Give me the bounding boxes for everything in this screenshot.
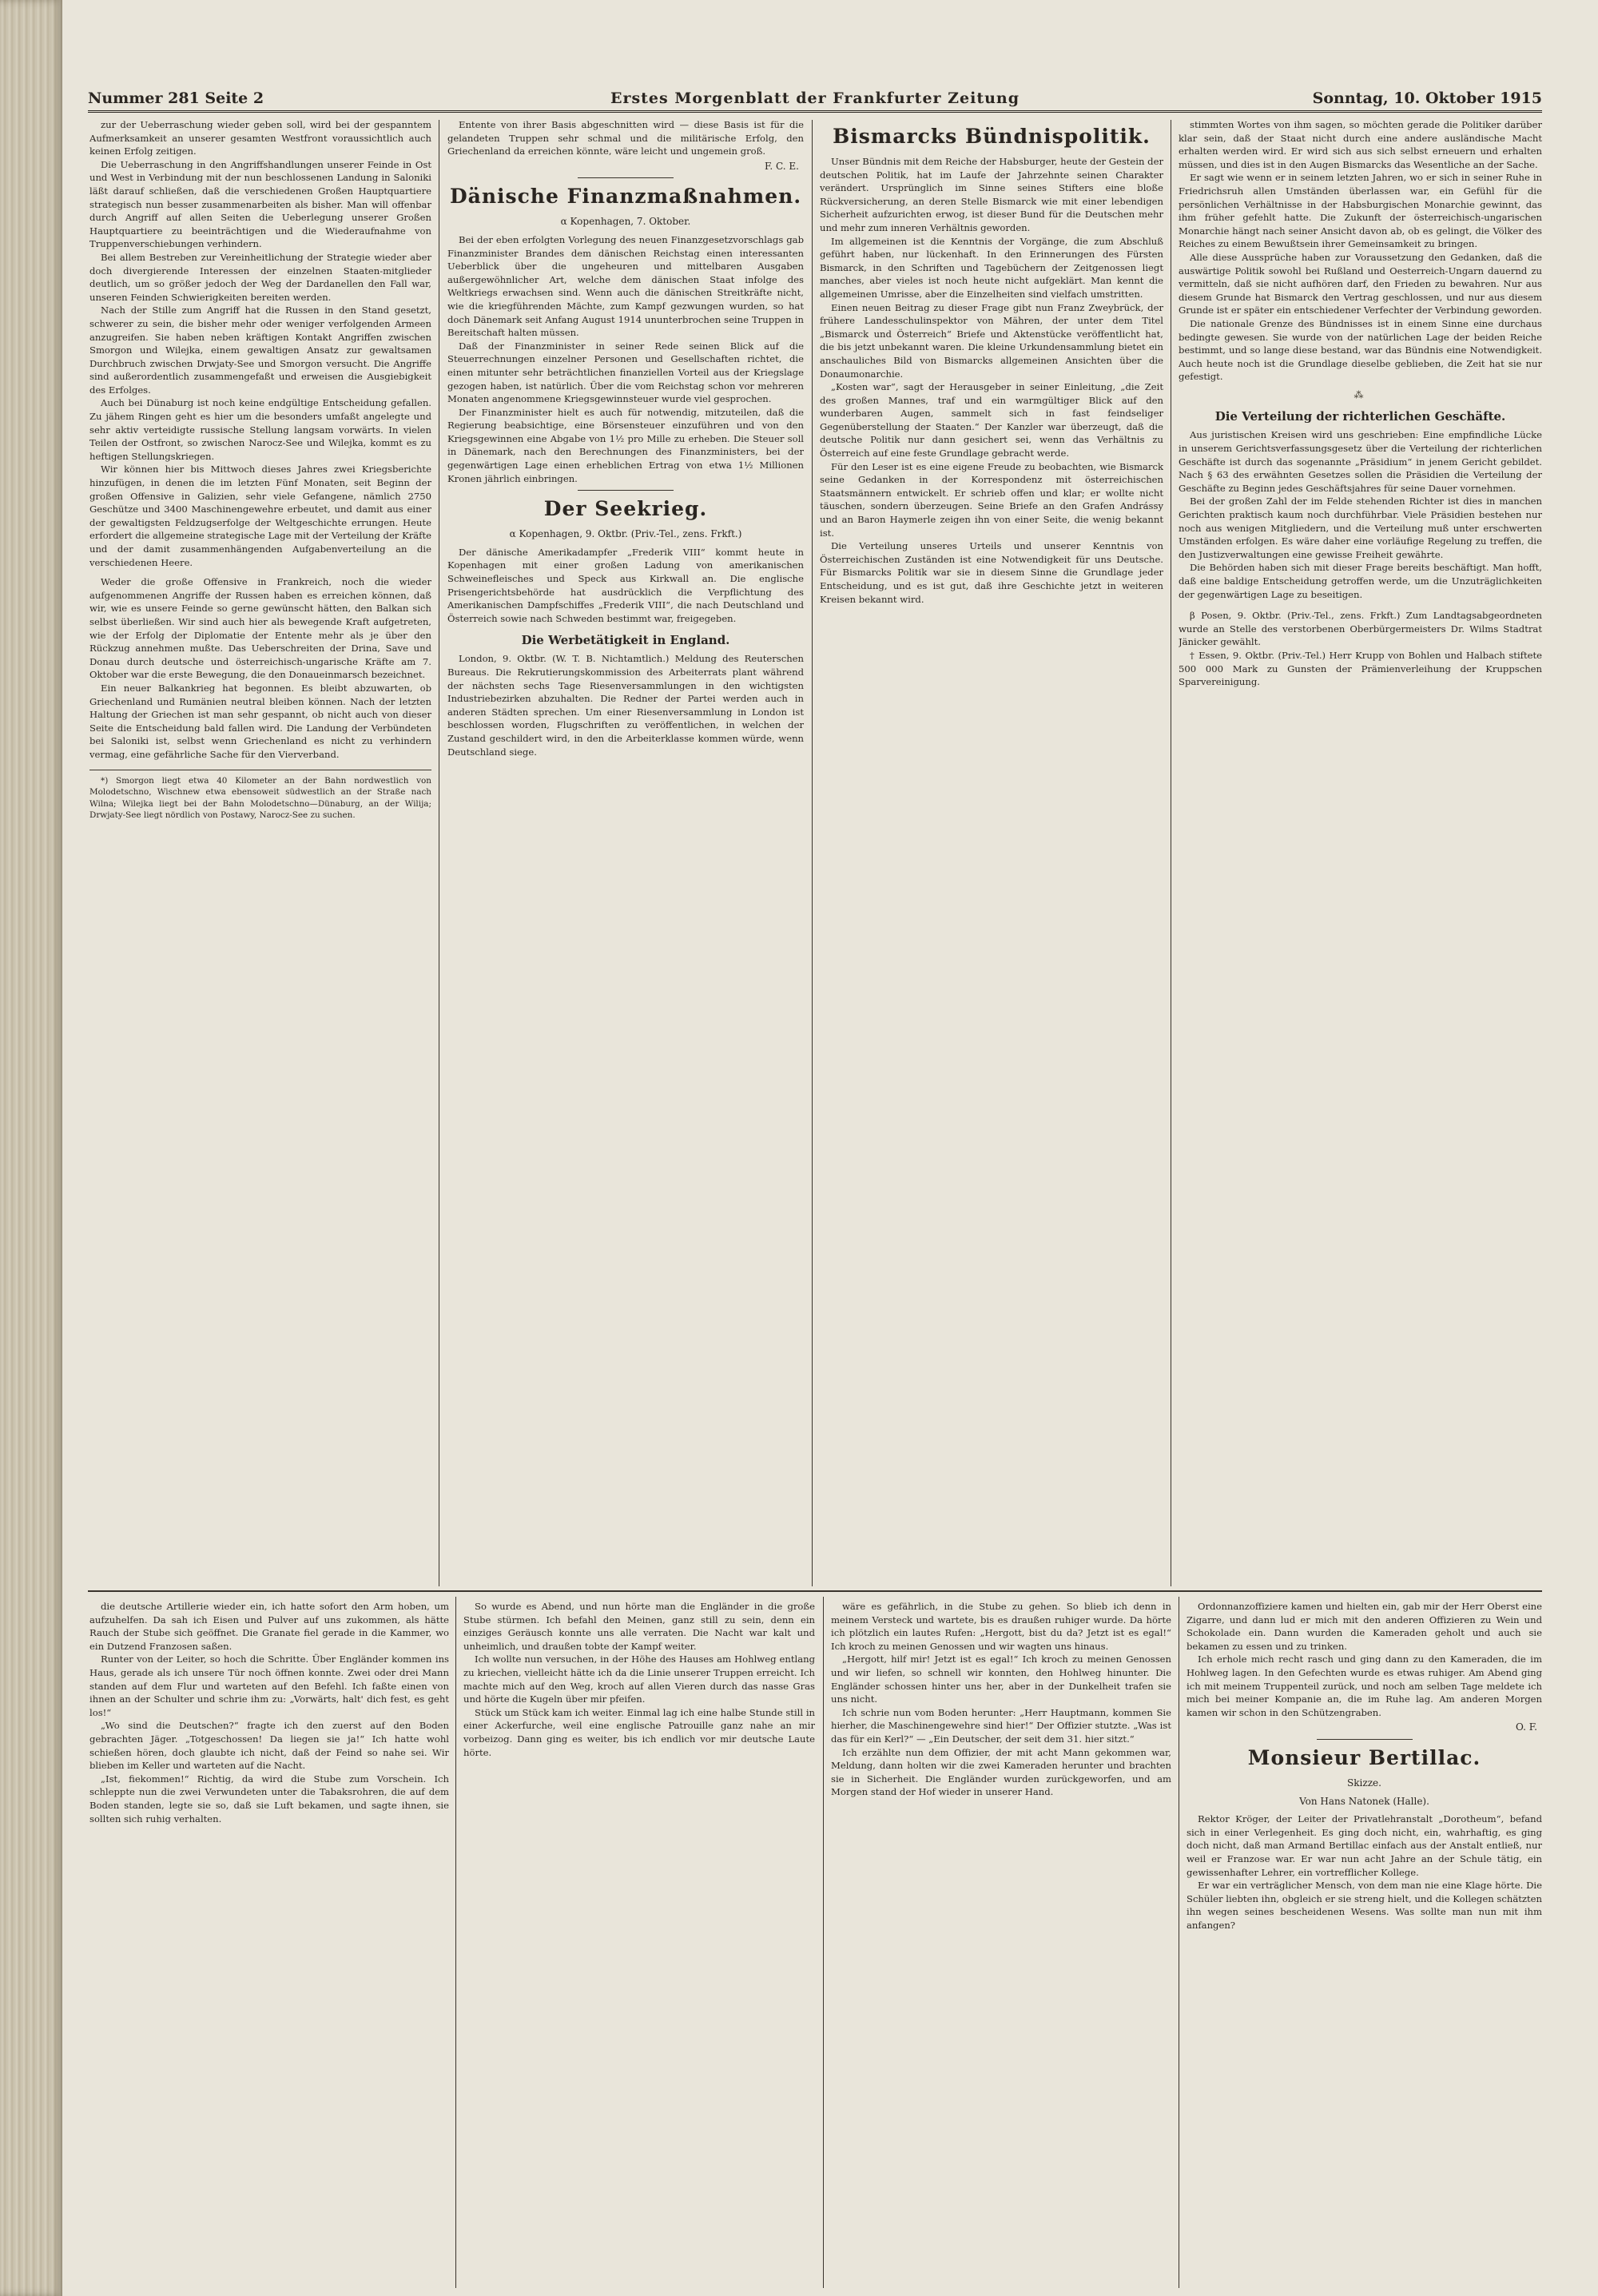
article-paragraph: Alle diese Aussprüche haben zur Voraussetzung den Gedanken, daß die auswärtige Politik sowohl bei Rußland und Oesterreich-Ungarn dauernd zu vermitteln, daß sie nicht aufhören darf, den Frieden zu bewahren. Nur aus diesem Grunde hat Bismarck den Vertrag geschlossen, und nur aus diesem Grunde ist er später ein entschiedener Verfechter der Verbindung geworden. — [1179, 251, 1542, 316]
article-paragraph: Die Behörden haben sich mit dieser Frage bereits beschäftigt. Man hofft, daß eine baldige Entscheidung getroffen werde, um die Unzuträglichkeiten der gegenwärtigen Lage zu beseitigen. — [1179, 562, 1542, 600]
story-paragraph: „Wo sind die Deutschen?“ fragte ich den zuerst auf den Boden gebrachten Jäger. „Totgeschossen! Da liegen sie ja!“ Ich hatte wohl schießen hören, doch glaubte ich nicht, daß der Feind so nahe sei. Wir blieben im Keller und warteten auf die Nacht. — [89, 1720, 449, 1772]
article-paragraph: zur der Ueberraschung wieder geben soll, wird bei der gespanntem Aufmerksamkeit an unserer gesamten Westfront voraussichtlich auch keinen Erfolg zeitigen. — [89, 119, 431, 157]
book-binding — [0, 0, 62, 2296]
article-paragraph: London, 9. Oktbr. (W. T. B. Nichtamtlich.) Meldung des Reuterschen Bureaus. Die Rekrutierungskommission des Arbeiterrats plant während der nächsten sechs Tage Riesenversammlungen in den wichtigsten Industriebezirken abzuhalten. Die Redner der Partei werden auch in anderen Städten sprechen. Um einer Riesenversammlung in London ist beschlossen worden, Flugschriften zu veröffentlichen, in welchen der Zustand geschildert wird, in den die Arbeiterklasse kommen würde, wenn Deutschland siege. — [447, 653, 804, 758]
column-rule — [455, 1597, 456, 2288]
story-paragraph: Stück um Stück kam ich weiter. Einmal lag ich eine halbe Stunde still in einer Ackerfurche, weil eine englische Patrouille ganz nahe an mir vorbeizog. Dann ging es weiter, bis ich endlich vor mir deutsche Laute hörte. — [463, 1706, 815, 1758]
story-paragraph: Ich erhole mich recht rasch und ging dann zu den Kameraden, die im Hohlweg lagen. In den Gefechten wurde es etwas ruhiger. Am Abend ging ich mit meinem Truppenteil zurück, und noch am selben Tage meldete ich mich bei meiner Kompanie an, die im Ruhe lag. Am anderen Morgen kamen wir schon in den Schützengraben. — [1187, 1653, 1542, 1718]
news-item: † Essen, 9. Oktbr. (Priv.-Tel.) Herr Krupp von Bohlen und Halbach stiftete 500 000 Mark zu Gunsten der Prämienverleihung der Kruppschen Sparvereinigung. — [1179, 649, 1542, 688]
divider — [1317, 1739, 1413, 1740]
article-paragraph: Wir können hier bis Mittwoch dieses Jahres zwei Kriegsberichte hinzufügen, in denen die im letzten Fünf Monaten, seit Beginn der großen Offensive in Galizien, sehr viele Gefangene, nämlich 2750 Geschütze und 3400 Maschinengewehre erbeutet, und damit aus einer der gewaltigsten Feldzugserfolge der Weltgeschichte errungen. Heute erfordert die allgemeine strategische Lage mit der Verteilung der Kräfte und der damit zusammenhängenden Aufgabenverteilung an die verschiedenen Heere. — [89, 464, 431, 568]
article-paragraph: Der dänische Amerikadampfer „Frederik VIII“ kommt heute in Kopenhagen mit einer großen Ladung von amerikanischen Schweinefleisches und Speck aus Kirkwall an. Die englische Prisengerichtsbehörde hat ausdrücklich die Verpflichtung des Amerikanischen Dampfschiffes „Frederik VIII“, die nach Deutschland und Österreich sowie nach Schweden bestimmt war, freigegeben. — [447, 546, 804, 624]
story-paragraph: Ich erzählte nun dem Offizier, der mit acht Mann gekommen war, Meldung, dann holten wir die zwei Kameraden herunter und brachten sie in Sicherheit. Die Engländer wurden zurückgeworfen, und am Morgen stand der Hof wieder in unserer Hand. — [831, 1746, 1171, 1798]
article-paragraph: Die nationale Grenze des Bündnisses ist in einem Sinne eine durchaus bedingte gewesen. Sie wurde von der natürlichen Lage der beiden Reiche bestimmt, und so lange diese bestand, war das Bündnis eine Notwendigkeit. Auch heute noch ist die Grundlage dieselbe geblieben, die Zeit hat sie nur gefestigt. — [1179, 317, 1542, 383]
issue-date: Sonntag, 10. Oktober 1915 — [1312, 90, 1542, 107]
story-paragraph: Ich schrie nun vom Boden herunter: „Herr Hauptmann, kommen Sie hierher, die Maschinengewehre sind hier!“ Der Offizier stutzte. „Was ist das für ein Kerl?“ — „Ein Deutscher, der seit dem 31. hier sitzt.“ — [831, 1706, 1171, 1745]
column-rule — [812, 120, 813, 1586]
column-4 — [1179, 118, 1542, 1585]
section-subheading: Die Werbetätigkeit in England. — [521, 633, 730, 648]
newspaper-title: Erstes Morgenblatt der Frankfurter Zeitung — [610, 90, 1020, 107]
bottom-column-4 — [1187, 1600, 1542, 2287]
bottom-column-1 — [89, 1600, 449, 2287]
dateline: α Kopenhagen, 9. Oktbr. (Priv.-Tel., zens. Frkft.) — [509, 528, 742, 540]
article-paragraph: Ein neuer Balkankrieg hat begonnen. Es bleibt abzuwarten, ob Griechenland und Rumänien neutral bleiben können. Nach der letzten Haltung der Griechen ist man sehr gespannt, ob nicht auch von dieser Seite die Entscheidung bald fallen wird. Die Landung der Verbündeten bei Saloniki ist, selbst wenn Griechenland es nicht zu verhindern vermag, eine gefährliche Sache für den Vierverband. — [89, 682, 431, 760]
article-paragraph: Der Finanzminister hielt es auch für notwendig, mitzuteilen, daß die Regierung beabsichtige, eine Börsensteuer einzuführen und von den Kriegsgewinnen eine Abgabe von 1½ pro Mille zu erheben. Die Steuer soll in Dänemark, nach den Berechnungen des Finanzministers, bei der gegenwärtigen Lage einen erheblichen Ertrag von etwa 1½ Millionen Kronen jährlich einbringen. — [447, 406, 804, 484]
article-paragraph: Für den Leser ist es eine eigene Freude zu beobachten, wie Bismarck seine Gedanken in der Korrespondenz mit österreichischen Staatsmännern entwickelt. Er schrieb offen und klar; er wollte nicht täuschen, sondern überzeugen. Seine Briefe an den Grafen Andrássy und an Baron Haymerle zeigen ihn von einer Seite, die wenig bekannt ist. — [820, 460, 1163, 539]
feuilleton-byline: Von Hans Natonek (Halle). — [1299, 1795, 1429, 1807]
article-paragraph: Einen neuen Beitrag zu dieser Frage gibt nun Franz Zweybrück, der frühere Landesschulinspektor von Mähren, der unter dem Titel „Bismarck und Österreich“ Briefe und Aktenstücke veröffentlicht hat, die bis jetzt unbekannt waren. Die kleine Urkundensammlung bietet ein anschauliches Bild von Bismarcks allgemeinen Ansichten über die Donaumonarchie. — [820, 301, 1163, 380]
story-paragraph: Ich wollte nun versuchen, in der Höhe des Hauses am Hohlweg entlang zu kriechen, vielleicht hätte ich da die Linie unserer Truppen erreicht. Ich machte mich auf den Weg, kroch auf allen Vieren durch das nasse Gras und hörte die Kugeln über mir pfeifen. — [463, 1653, 815, 1705]
divider — [578, 177, 674, 178]
news-item: β Posen, 9. Oktbr. (Priv.-Tel., zens. Frkft.) Zum Landtagsabgeordneten wurde an Stelle des verstorbenen Oberbürgermeisters Dr. Wilms Stadtrat Jänicker gewählt. — [1179, 610, 1542, 648]
article-paragraph: Daß der Finanzminister in seiner Rede seinen Blick auf die Steuerrechnungen einzelner Personen und Gesellschaften richtet, die einen mitunter sehr beträchtlichen finanziellen Vorteil aus der Kriegslage gezogen haben, ist natürlich. Über die vom Reichstag schon vor mehreren Monaten angenommene Kriegsgewinnsteuer wurde viel gesprochen. — [447, 340, 804, 405]
story-paragraph: die deutsche Artillerie wieder ein, ich hatte sofort den Arm hoben, um aufzuhelfen. Da sah ich Eisen und Pulver auf uns zukommen, als hätte Rauch der Stube sich geöffnet. Die Granate fiel gerade in die Kammer, wo ein Dutzend Franzosen saßen. — [89, 1601, 449, 1652]
author-signature: F. C. E. — [764, 160, 799, 172]
feuilleton-subtitle: Skizze. — [1347, 1777, 1381, 1789]
decorative-divider: ⁂ — [1354, 388, 1367, 400]
article-paragraph: Unser Bündnis mit dem Reiche der Habsburger, heute der Gestein der deutschen Politik, hat im Laufe der Jahrzehnte seinen Charakter verändert. Ursprünglich im Sinne seines Stifters eine bloße Rückversicherung, an deren Stelle Bismarck wie mit einer lebendigen Sicherheit aufzurichten erwog, ist dieser Bund für die Deutschen mehr und mehr zum inneren Verhältnis geworden. — [820, 156, 1163, 233]
section-divider — [88, 1590, 1542, 1592]
column-1 — [89, 118, 431, 1585]
story-paragraph: Runter von der Leiter, so hoch die Schritte. Über Engländer kommen ins Haus, gerade als ich unsere Tür noch öffnen konnte. Zwei oder drei Mann standen auf dem Flur und warteten auf den Befehl. Ich faßte einen von ihnen an der Schulter und schrie ihm zu: „Vorwärts, halt' dich fest, es geht los!“ — [89, 1653, 449, 1718]
article-paragraph: Entente von ihrer Basis abgeschnitten wird — diese Basis ist für die gelandeten Truppen sehr schmal und die militärische Erfolg, den Griechenland da erreichen könnte, wäre leicht und ungemein groß. — [447, 119, 804, 157]
column-3 — [820, 118, 1163, 1585]
author-signature: O. F. — [1515, 1721, 1537, 1733]
issue-number: Nummer 281 Seite 2 — [88, 90, 264, 107]
column-rule — [823, 1597, 824, 2288]
article-paragraph: Auch bei Dünaburg ist noch keine endgültige Entscheidung gefallen. Zu jähem Ringen geht es hier um die besonders umfaßt angelegte und sehr aktiv verteidigte russische Stellung langsam vorwärts. In vielen Teilen der Ostfront, so zwischen Narocz-See und Wilejka, kommt es zu heftigen Stellungskriegen. — [89, 397, 431, 462]
article-paragraph: stimmten Wortes von ihm sagen, so möchten gerade die Politiker darüber klar sein, daß der Staat nicht durch eine andere ausländische Macht erhalten werden wird. Er wird sich aus sich selbst erneuern und erhalten müssen, und dies ist in den Augen Bismarcks das Wesentliche an der Sache. — [1179, 119, 1542, 170]
bottom-column-2 — [463, 1600, 815, 2287]
masthead — [88, 90, 1542, 113]
article-paragraph: Aus juristischen Kreisen wird uns geschrieben: Eine empfindliche Lücke in unserem Gerichtsverfassungsgesetz über die Verteilung der richterlichen Geschäfte ist durch das sogenannte „Präsidium“ in jenem Gericht gebildet. Nach § 63 des erwähnten Gesetzes sollen die Präsidien die Verteilung der Geschäfte zu Beginn jedes Geschäftsjahres für seine Dauer vornehmen. — [1179, 429, 1542, 494]
story-paragraph: So wurde es Abend, und nun hörte man die Engländer in die große Stube stürmen. Ich befahl den Meinen, ganz still zu sein, denn ein einziges Geräusch konnte uns alle verraten. Die Nacht war kalt und unheimlich, und draußen tobte der Kampf weiter. — [463, 1601, 815, 1652]
article-paragraph: Im allgemeinen ist die Kenntnis der Vorgänge, die zum Abschluß geführt haben, nur lückenhaft. In den Erinnerungen des Fürsten Bismarck, in den Schriften und Tagebüchern der Zeitgenossen liegt manches, aber vieles ist noch heute nicht aufgeklärt. Man kennt die allgemeinen Umrisse, aber die Einzelheiten sind vielfach umstritten. — [820, 235, 1163, 300]
article-paragraph: „Kosten war“, sagt der Herausgeber in seiner Einleitung, „die Zeit des großen Mannes, traf und ein warmgültiger Blick auf den wunderbaren Augen, sammelt sich in fast feindseliger Gegenüberstellung der Staaten.“ Der Kanzler war überzeugt, daß die deutsche Politik nur dann gesichert sei, wenn das Verhältnis zu Österreich auf eine feste Grundlage gebracht werde. — [820, 381, 1163, 460]
story-paragraph: „Hergott, hilf mir! Jetzt ist es egal!“ Ich kroch zu meinen Genossen und wir liefen, so schnell wir konnten, den Hohlweg hinunter. Die Engländer schossen hinter uns her, aber in der Dunkelheit trafen sie uns nicht. — [831, 1653, 1171, 1705]
article-paragraph: Bei der eben erfolgten Vorlegung des neuen Finanzgesetzvorschlags gab Finanzminister Brandes dem dänischen Reichstag einen interessanten Ueberblick über die ungeheuren und mittelbaren Ausgaben außergewöhnlicher Art, welche dem dänischen Staat infolge des Weltkriegs erwachsen sind. Wenn auch die dänischen Streitkräfte nicht, wie die kriegführenden Mächte, zum Kampf gezwungen wurden, so hat doch Dänemark seit Anfang August 1914 ununterbrochen seine Truppen in Bereitschaft halten müssen. — [447, 233, 804, 339]
story-paragraph: „Ist, fiekommen!“ Richtig, da wird die Stube zum Vorschein. Ich schleppte nun die zwei Verwundeten unter die Tabaksrohren, die auf dem Boden standen, legte sie so, daß sie Luft bekamen, und sagte ihnen, sie sollten sich ruhig verhalten. — [89, 1773, 449, 1824]
article-headline: Dänische Finanzmaßnahmen. — [449, 185, 802, 209]
column-2 — [447, 118, 804, 1585]
story-paragraph: Ordonnanzoffiziere kamen und hielten ein, gab mir der Herr Oberst eine Zigarre, und dann lud er mich mit den anderen Offizieren zu Wein und Schokolade ein. Dann wurden die Kameraden geholt und auch sie bekamen zu essen und zu trinken. — [1187, 1601, 1542, 1652]
feuilleton-headline: Monsieur Bertillac. — [1247, 1745, 1481, 1769]
article-headline: Der Seekrieg. — [543, 497, 708, 521]
article-paragraph: Bei der großen Zahl der im Felde stehenden Richter ist dies in manchen Gerichten praktisch kaum noch durchführbar. Viele Präsidien bestehen nur noch aus wenigen Mitgliedern, und die Verteilung muß unter erschwerten Umständen erfolgen. Es wäre daher eine vorläufige Regelung zu treffen, die den Justizverwaltungen eine gewisse Freiheit gewährte. — [1179, 495, 1542, 560]
dateline: α Kopenhagen, 7. Oktober. — [560, 216, 691, 228]
story-paragraph: wäre es gefährlich, in die Stube zu gehen. So blieb ich denn in meinem Versteck und wartete, bis es draußen ruhiger wurde. Da hörte ich plötzlich ein lautes Rufen: „Hergott, bist du da? Jetzt ist es egal!“ Ich kroch zu meinen Genossen und wir wagten uns hinaus. — [831, 1601, 1171, 1652]
bottom-column-3 — [831, 1600, 1171, 2287]
article-paragraph: Die Ueberraschung in den Angriffshandlungen unserer Feinde in Ost und West in Verbindung mit der nun beschlossenen Landung in Saloniki läßt darauf schließen, daß die verschiedenen Großen Hauptquartiere strategisch nun besser zusammenarbeiten als bisher. Man will offenbar durch Angriff auf allen Seiten die Ueberlegung unserer Großen Hauptquartiere zu beeinträchtigen und die Wiederaufnahme von Truppenverschiebungen verhindern. — [89, 158, 431, 250]
section-subheading: Die Verteilung der richterlichen Geschäfte. — [1214, 409, 1506, 424]
divider — [578, 490, 674, 491]
story-paragraph: Rektor Kröger, der Leiter der Privatlehranstalt „Dorotheum“, befand sich in einer Verlegenheit. Es ging doch nicht, ein, wahrhaftig, es ging doch nicht, daß man Armand Bertillac einfach aus der Anstalt entließ, nur weil er Franzose war. Er war nun acht Jahre an der Schule tätig, ein gewissenhafter Lehrer, ein vortrefflicher Kollege. — [1187, 1813, 1542, 1878]
story-paragraph: Er war ein verträglicher Mensch, von dem man nie eine Klage hörte. Die Schüler liebten ihn, obgleich er sie streng hielt, und die Kollegen schätzten ihn wegen seines bescheidenen Wesens. Was sollte man nun mit ihm anfangen? — [1187, 1880, 1542, 1931]
article-paragraph: Weder die große Offensive in Frankreich, noch die wieder aufgenommenen Angriffe der Russen haben es erreichen können, daß wir, wie es unsere Feinde so gerne gewünscht hätten, den Balkan sich selbst überließen. Wir sind auch hier als bewegende Kraft aufgetreten, wie der Erfolg der Diplomatie der Entente mehr als je über den Rückzug annehmen mußte. Das Ueberschreiten der Drina, Save und Donau durch deutsche und österreichisch-ungarische Kräfte am 7. Oktober war die erste Bewegung, die den Donaueinmarsch bezeichnet. — [89, 576, 431, 681]
article-paragraph: Nach der Stille zum Angriff hat die Russen in den Stand gesetzt, schwerer zu sein, die bisher mehr oder weniger verfolgenden Armeen anzugreifen. Sie haben neben kräftigen Kontakt Angriffen zwischen Smorgon und Wilejka, einem gewaltigen Ansatz zur gewaltsamen Durchbruch zwischen Drwjaty-See und Smorgon versucht. Die Angriffe sind außerordentlich zusammengefaßt und erweisen die Ausgiebigkeit des Erfolges. — [89, 304, 431, 396]
article-paragraph: Die Verteilung unseres Urteils und unserer Kenntnis von Österreichischen Zuständen ist eine Notwendigkeit für uns Deutsche. Für Bismarcks Politik war sie in diesem Sinne die Grundlage jeder Entscheidung, und es ist gut, daß ihre Geschichte jetzt in weiteren Kreisen bekannt wird. — [820, 540, 1163, 605]
footnote: *) Smorgon liegt etwa 40 Kilometer an der Bahn nordwestlich von Molodetschno, Wischnew etwa ebensoweit südwestlich an der Straße nach Wilna; Wilejka liegt bei der Bahn Molodetschno—Dünaburg, an der Wilija; Drwjaty-See liegt nördlich von Postawy, Narocz-See zu suchen. — [89, 775, 431, 821]
article-paragraph: Er sagt wie wenn er in seinem letzten Jahren, wo er sich in seiner Ruhe in Friedrichsruh allen Umständen überlassen war, ein Gefühl für die persönlichen Verhältnisse in der Habsburgischen Monarchie gewinnt, das ihm früher gefehlt hatte. Die Zukunft der österreichisch-ungarischen Monarchie hängt nach seiner Ansicht davon ab, ob es gelingt, die Völker des Reiches zu einem Bewußtsein ihrer Gemeinsamkeit zu bringen. — [1179, 172, 1542, 250]
article-paragraph: Bei allem Bestreben zur Vereinheitlichung der Strategie wieder aber doch divergierende Interessen der einzelnen Staaten-mitglieder deutlich, um so größer jedoch der Weg der Dardanellen den Fall war, unseren Feinden Schwierigkeiten bereiten werden. — [89, 251, 431, 303]
article-headline: Bismarcks Bündnispolitik. — [833, 125, 1151, 148]
